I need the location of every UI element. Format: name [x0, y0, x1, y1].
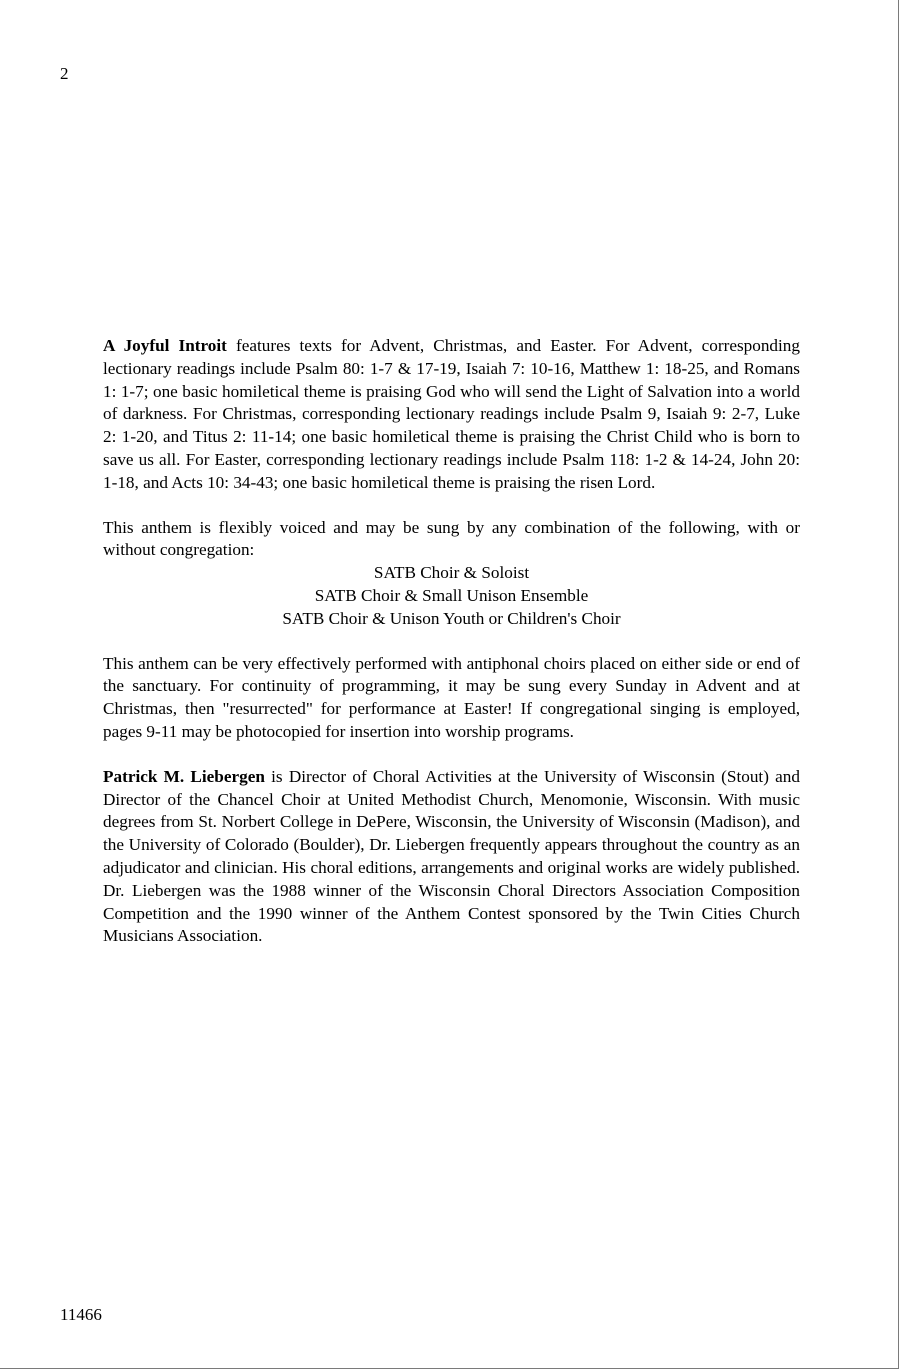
page-number: 2	[60, 64, 69, 83]
notes-body	[103, 335, 800, 970]
voicing-option: SATB Choir & Small Unison Ensemble	[314, 585, 589, 605]
anthem-title: A Joyful Introit	[103, 336, 227, 355]
catalog-number: 11466	[60, 1305, 102, 1324]
intro-text: features texts for Advent, Christmas, and Easter. For Advent, corresponding lectionary readings include Psalm 80: 1-7 & 17-19, Isaiah 7: 10-16, Matthew 1: 18-25, and Romans 1: 1-7; one basic homiletical theme is praising God who will send the Light of Salvation into a world of darkness. For Christmas, corresponding lectionary readings include Psalm 9, Isaiah 9: 2-7, Luke 2: 1-20, and Titus 2: 11-14; one basic homiletical theme is praising the Christ Child who is born to save us all. For Easter, corresponding lectionary readings include Psalm 118: 1-2 & 14-24, John 20: 1-18, and Acts 10: 34-43; one basic homiletical theme is praising the risen Lord.	[103, 336, 800, 492]
biography-text: is Director of Choral Activities at the University of Wisconsin (Stout) and Director of the Chancel Choir at United Methodist Church, Menomonie, Wisconsin. With music degrees from St. Norbert College in DePere, Wisconsin, the University of Wisconsin (Madison), and the University of Colorado (Boulder), Dr. Liebergen frequently appears throughout the country as an adjudicator and clinician. His choral editions, arrangements and original works are widely published. Dr. Liebergen was the 1988 winner of the Wisconsin Choral Directors Association Composition Competition and the 1990 winner of the Anthem Contest sponsored by the Twin Cities Church Musicians Association.	[103, 766, 800, 946]
biography-paragraph	[103, 766, 800, 948]
voicing-option: SATB Choir & Unison Youth or Children's Choir	[282, 608, 621, 628]
composer-name: Patrick M. Liebergen	[103, 766, 265, 786]
voicing-list	[103, 562, 800, 630]
voicing-paragraph: This anthem is flexibly voiced and may be sung by any combination of the following, with or without congregation:	[103, 517, 800, 560]
performance-paragraph: This anthem can be very effectively performed with antiphonal choirs placed on either side or end of the sanctuary. For continuity of programming, it may be sung every Sunday in Advent and at Christmas, then "resurrected" for performance at Easter! If congregational singing is employed, pages 9-11 may be photocopied for insertion into worship programs.	[103, 653, 800, 741]
intro-paragraph	[103, 335, 800, 495]
voicing-option: SATB Choir & Soloist	[373, 563, 530, 583]
